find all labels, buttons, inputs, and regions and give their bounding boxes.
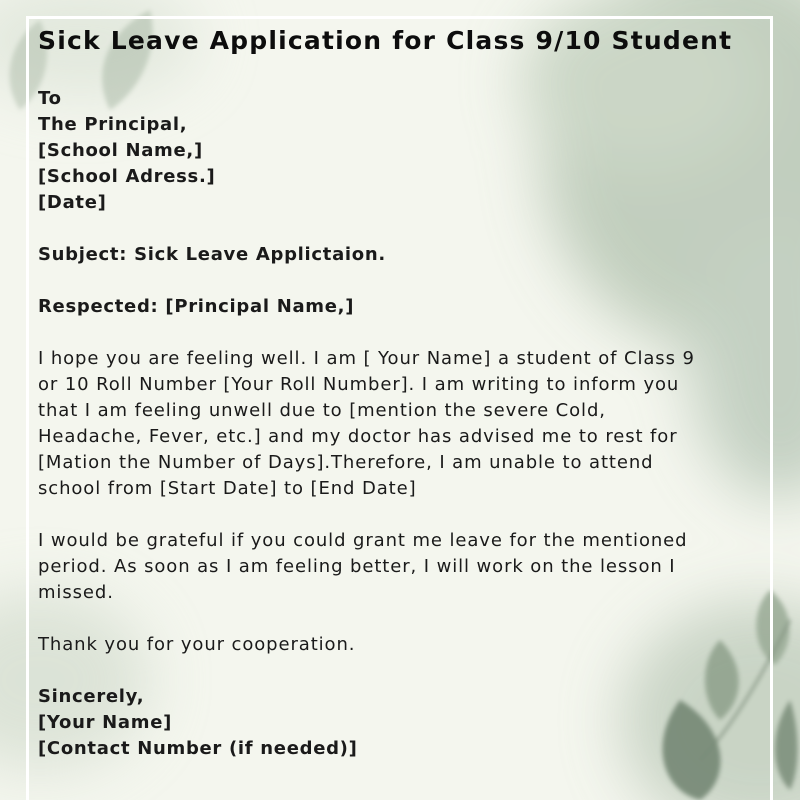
subject-line xyxy=(38,242,386,268)
body-line: I hope you are feeling well. I am [ Your Name] a student of Class 9 xyxy=(38,348,695,369)
document-title: Sick Leave Application for Class 9/10 Student xyxy=(38,26,733,55)
body-line: [Mation the Number of Days].Therefore, I am unable to attend xyxy=(38,452,654,473)
contact-number: [Contact Number (if needed)] xyxy=(38,738,358,759)
salutation-text: Respected: [Principal Name,] xyxy=(38,296,355,317)
recipient-address xyxy=(38,86,215,216)
sender-name: [Your Name] xyxy=(38,712,173,733)
school-address: [School Adress.] xyxy=(38,166,216,187)
body-line: Headache, Fever, etc.] and my doctor has advised me to rest for xyxy=(38,426,678,447)
letter-date: [Date] xyxy=(38,192,107,213)
body-paragraph-2 xyxy=(38,528,687,606)
body-line: school from [Start Date] to [End Date] xyxy=(38,478,417,499)
body-line: I would be grateful if you could grant me leave for the mentioned xyxy=(38,530,688,551)
to-line: To xyxy=(38,88,62,109)
body-paragraph-1 xyxy=(38,346,695,502)
body-line: missed. xyxy=(38,582,114,603)
school-name: [School Name,] xyxy=(38,140,203,161)
subject-text: Subject: Sick Leave Applictaion. xyxy=(38,244,386,265)
closing-signature xyxy=(38,684,358,762)
thanks-text: Thank you for your cooperation. xyxy=(38,634,356,655)
closing-word: Sincerely, xyxy=(38,686,145,707)
body-line: that I am feeling unwell due to [mention the severe Cold, xyxy=(38,400,606,421)
body-line: or 10 Roll Number [Your Roll Number]. I am writing to inform you xyxy=(38,374,680,395)
salutation xyxy=(38,294,354,320)
body-line: period. As soon as I am feeling better, I will work on the lesson I xyxy=(38,556,676,577)
thanks-paragraph xyxy=(38,632,355,658)
recipient-title: The Principal, xyxy=(38,114,188,135)
